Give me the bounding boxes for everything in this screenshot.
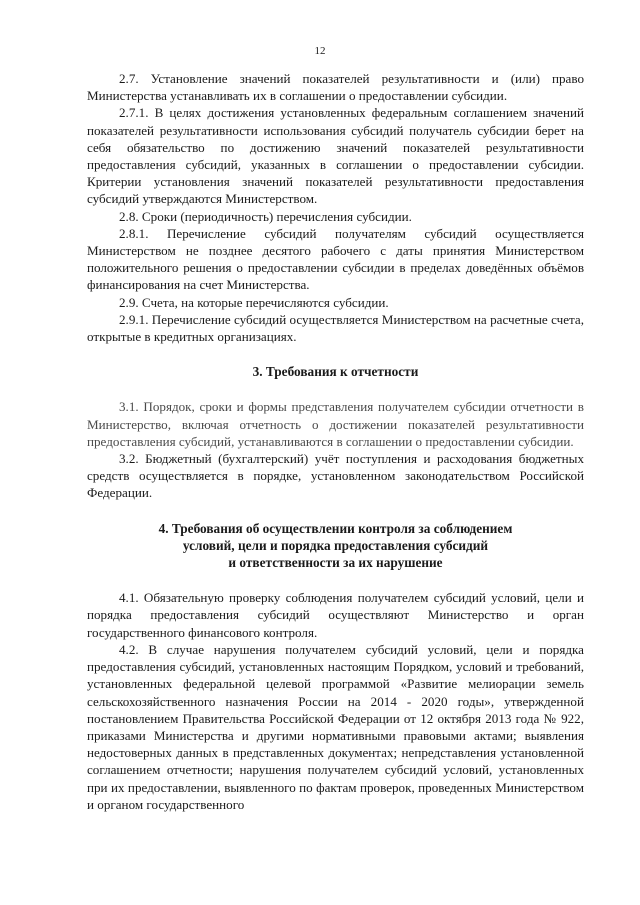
page-number: 12 [314, 45, 326, 57]
paragraph-3-2: 3.2. Бюджетный (бухгалтерский) учёт поступления и расходования бюджетных средств осуществляется в порядке, установленном законодательством Российской Федерации. [87, 451, 584, 501]
section-3-heading: 3. Требования к отчетности [252, 364, 419, 380]
paragraph-2-8-1: 2.8.1. Перечисление субсидий получателям субсидий осуществляется Министерством не позднее десятого рабочего с даты принятия Министерством положительного решения о предоставлении субсидии в пределах доведённых объёмов финансирования на счет Министерства. [87, 225, 584, 293]
spacer [87, 502, 584, 520]
paragraph-4-1: 4.1. Обязательную проверку соблюдения получателем субсидий условий, цели и порядка предоставления субсидий осуществляют Министерство и орган государственного финансового контроля. [87, 590, 584, 640]
spacer [87, 345, 584, 363]
paragraph-2-9-1: 2.9.1. Перечисление субсидий осуществляется Министерством на расчетные счета, открытые в кредитных организациях. [87, 311, 584, 345]
paragraph-2-9: 2.9. Счета, на которые перечисляются субсидии. [119, 294, 389, 310]
paragraph-2-7-1: 2.7.1. В целях достижения установленных федеральным соглашением значений показателей результативности использования субсидий получатель субсидии берет на себя обязательство по достижению значений показателей результативности предоставления субсидий, указанных в соглашении о предоставлении субсидии. Критерии установления значений показателей результативности предоставления субсидий утверждаются Министерством. [87, 105, 584, 207]
spacer [87, 380, 584, 398]
paragraph-4-2: 4.2. В случае нарушения получателем субсидий условий, цели и порядка предоставления субсидий, установленных настоящим Порядком, условий и требований, установленных федеральной целевой программой «Развитие мелиорации земель сельскохозяйственного назначения России на 2014 - 2020 годы», утвержденной постановлением Правительства Российской Федерации от 12 октября 2013 года № 922, приказами Министерства и другими нормативными правовыми актами; выявления недостоверных данных в представленных документах; непредставления установленной соглашением отчетности; нарушения получателем субсидий условий, установленных при их предоставлении, выявленного по фактам проверок, проведенных Министерством и органом государственного [87, 641, 584, 812]
paragraph-2-7: 2.7. Установление значений показателей результативности и (или) право Министерства устанавливать их в соглашении о предоставлении субсидии. [87, 71, 584, 104]
paragraph-3-1: 3.1. Порядок, сроки и формы представления получателем субсидии отчетности в Министерство, включая отчетность о достижении показателей результативности предоставления субсидий, устанавливаются в соглашении о предоставлении субсидии. [87, 399, 584, 449]
spacer [87, 571, 584, 589]
paragraph-2-8: 2.8. Сроки (периодичность) перечисления субсидии. [119, 208, 412, 224]
section-4-heading-line: 4. Требования об осуществлении контроля за соблюдением [158, 520, 513, 536]
document-body [87, 70, 584, 813]
section-4-heading [87, 520, 584, 572]
section-4-heading-line: и ответственности за их нарушение [228, 555, 443, 571]
section-4-heading-line: условий, цели и порядка предоставления субсидий [182, 537, 489, 553]
